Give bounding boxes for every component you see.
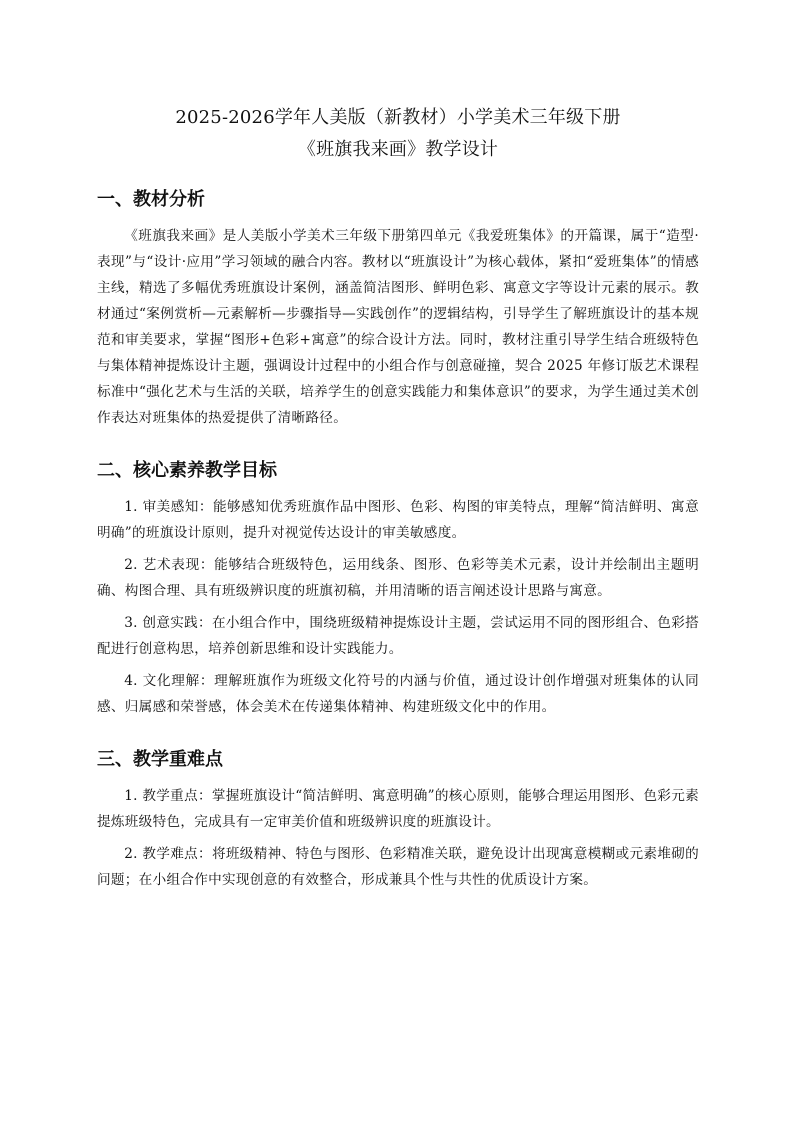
objective-item-cultural-understanding: 4. 文化理解：理解班旗作为班级文化符号的内涵与价值，通过设计创作增强对班集体的认同感、归属感和荣誉感，体会美术在传递集体精神、构建班级文化中的作用。 (97, 673, 699, 715)
section-heading-textbook-analysis: 一、教材分析 (97, 189, 205, 210)
key-point-item: 1. 教学重点：掌握班旗设计“简洁鲜明、寓意明确”的核心原则，能够合理运用图形、色彩元素提炼班级特色，完成具有一定审美价值和班级辨识度的班旗设计。 (97, 788, 699, 830)
paragraph: 《班旗我来画》是人美版小学美术三年级下册第四单元《我爱班集体》的开篇课，属于“造型·表现”与“设计·应用”学习领域的融合内容。教材以“班旗设计”为核心载体，紧扣“爱班集体”的情感主线，精选了多幅优秀班旗设计案例，涵盖简洁图形、鲜明色彩、寓意文字等设计元素的展示。教材通过“案例赏析—元素解析—步骤指导—实践创作”的逻辑结构，引导学生了解班旗设计的基本规范和审美要求，掌握“图形+色彩+寓意”的综合设计方法。同时，教材注重引导学生结合班级特色与集体精神提炼设计主题，强调设计过程中的小组合作与创意碰撞，契合 2025 年修订版艺术课程标准中“强化艺术与生活的关联，培养学生的创意实践能力和集体意识”的要求，为学生通过美术创作表达对班集体的热爱提供了清晰路径。 (97, 228, 699, 426)
objective-item-aesthetic-perception: 1. 审美感知：能够感知优秀班旗作品中图形、色彩、构图的审美特点，理解“简洁鲜明、寓意明确”的班旗设计原则，提升对视觉传达设计的审美敏感度。 (97, 499, 699, 541)
section-body-teaching-objectives (97, 494, 699, 720)
section-body-textbook-analysis (97, 223, 699, 431)
document-title-line-1: 2025-2026学年人美版（新教材）小学美术三年级下册 (175, 107, 621, 128)
section-body-key-difficult-points (97, 783, 699, 893)
document-title-line-2: 《班旗我来画》教学设计 (297, 139, 499, 160)
section-heading-teaching-objectives: 二、核心素养教学目标 (97, 460, 277, 481)
objective-item-artistic-expression: 2. 艺术表现：能够结合班级特色，运用线条、图形、色彩等美术元素，设计并绘制出主题明确、构图合理、具有班级辨识度的班旗初稿，并用清晰的语言阐述设计思路与寓意。 (97, 557, 699, 599)
difficult-point-item: 2. 教学难点：将班级精神、特色与图形、色彩精准关联，避免设计出现寓意模糊或元素堆砌的问题；在小组合作中实现创意的有效整合，形成兼具个性与共性的优质设计方案。 (97, 846, 699, 888)
objective-item-creative-practice: 3. 创意实践：在小组合作中，围绕班级精神提炼设计主题，尝试运用不同的图形组合、色彩搭配进行创意构思，培养创新思维和设计实践能力。 (97, 615, 699, 657)
document-page (97, 100, 699, 893)
section-heading-key-difficult-points: 三、教学重难点 (97, 749, 223, 770)
